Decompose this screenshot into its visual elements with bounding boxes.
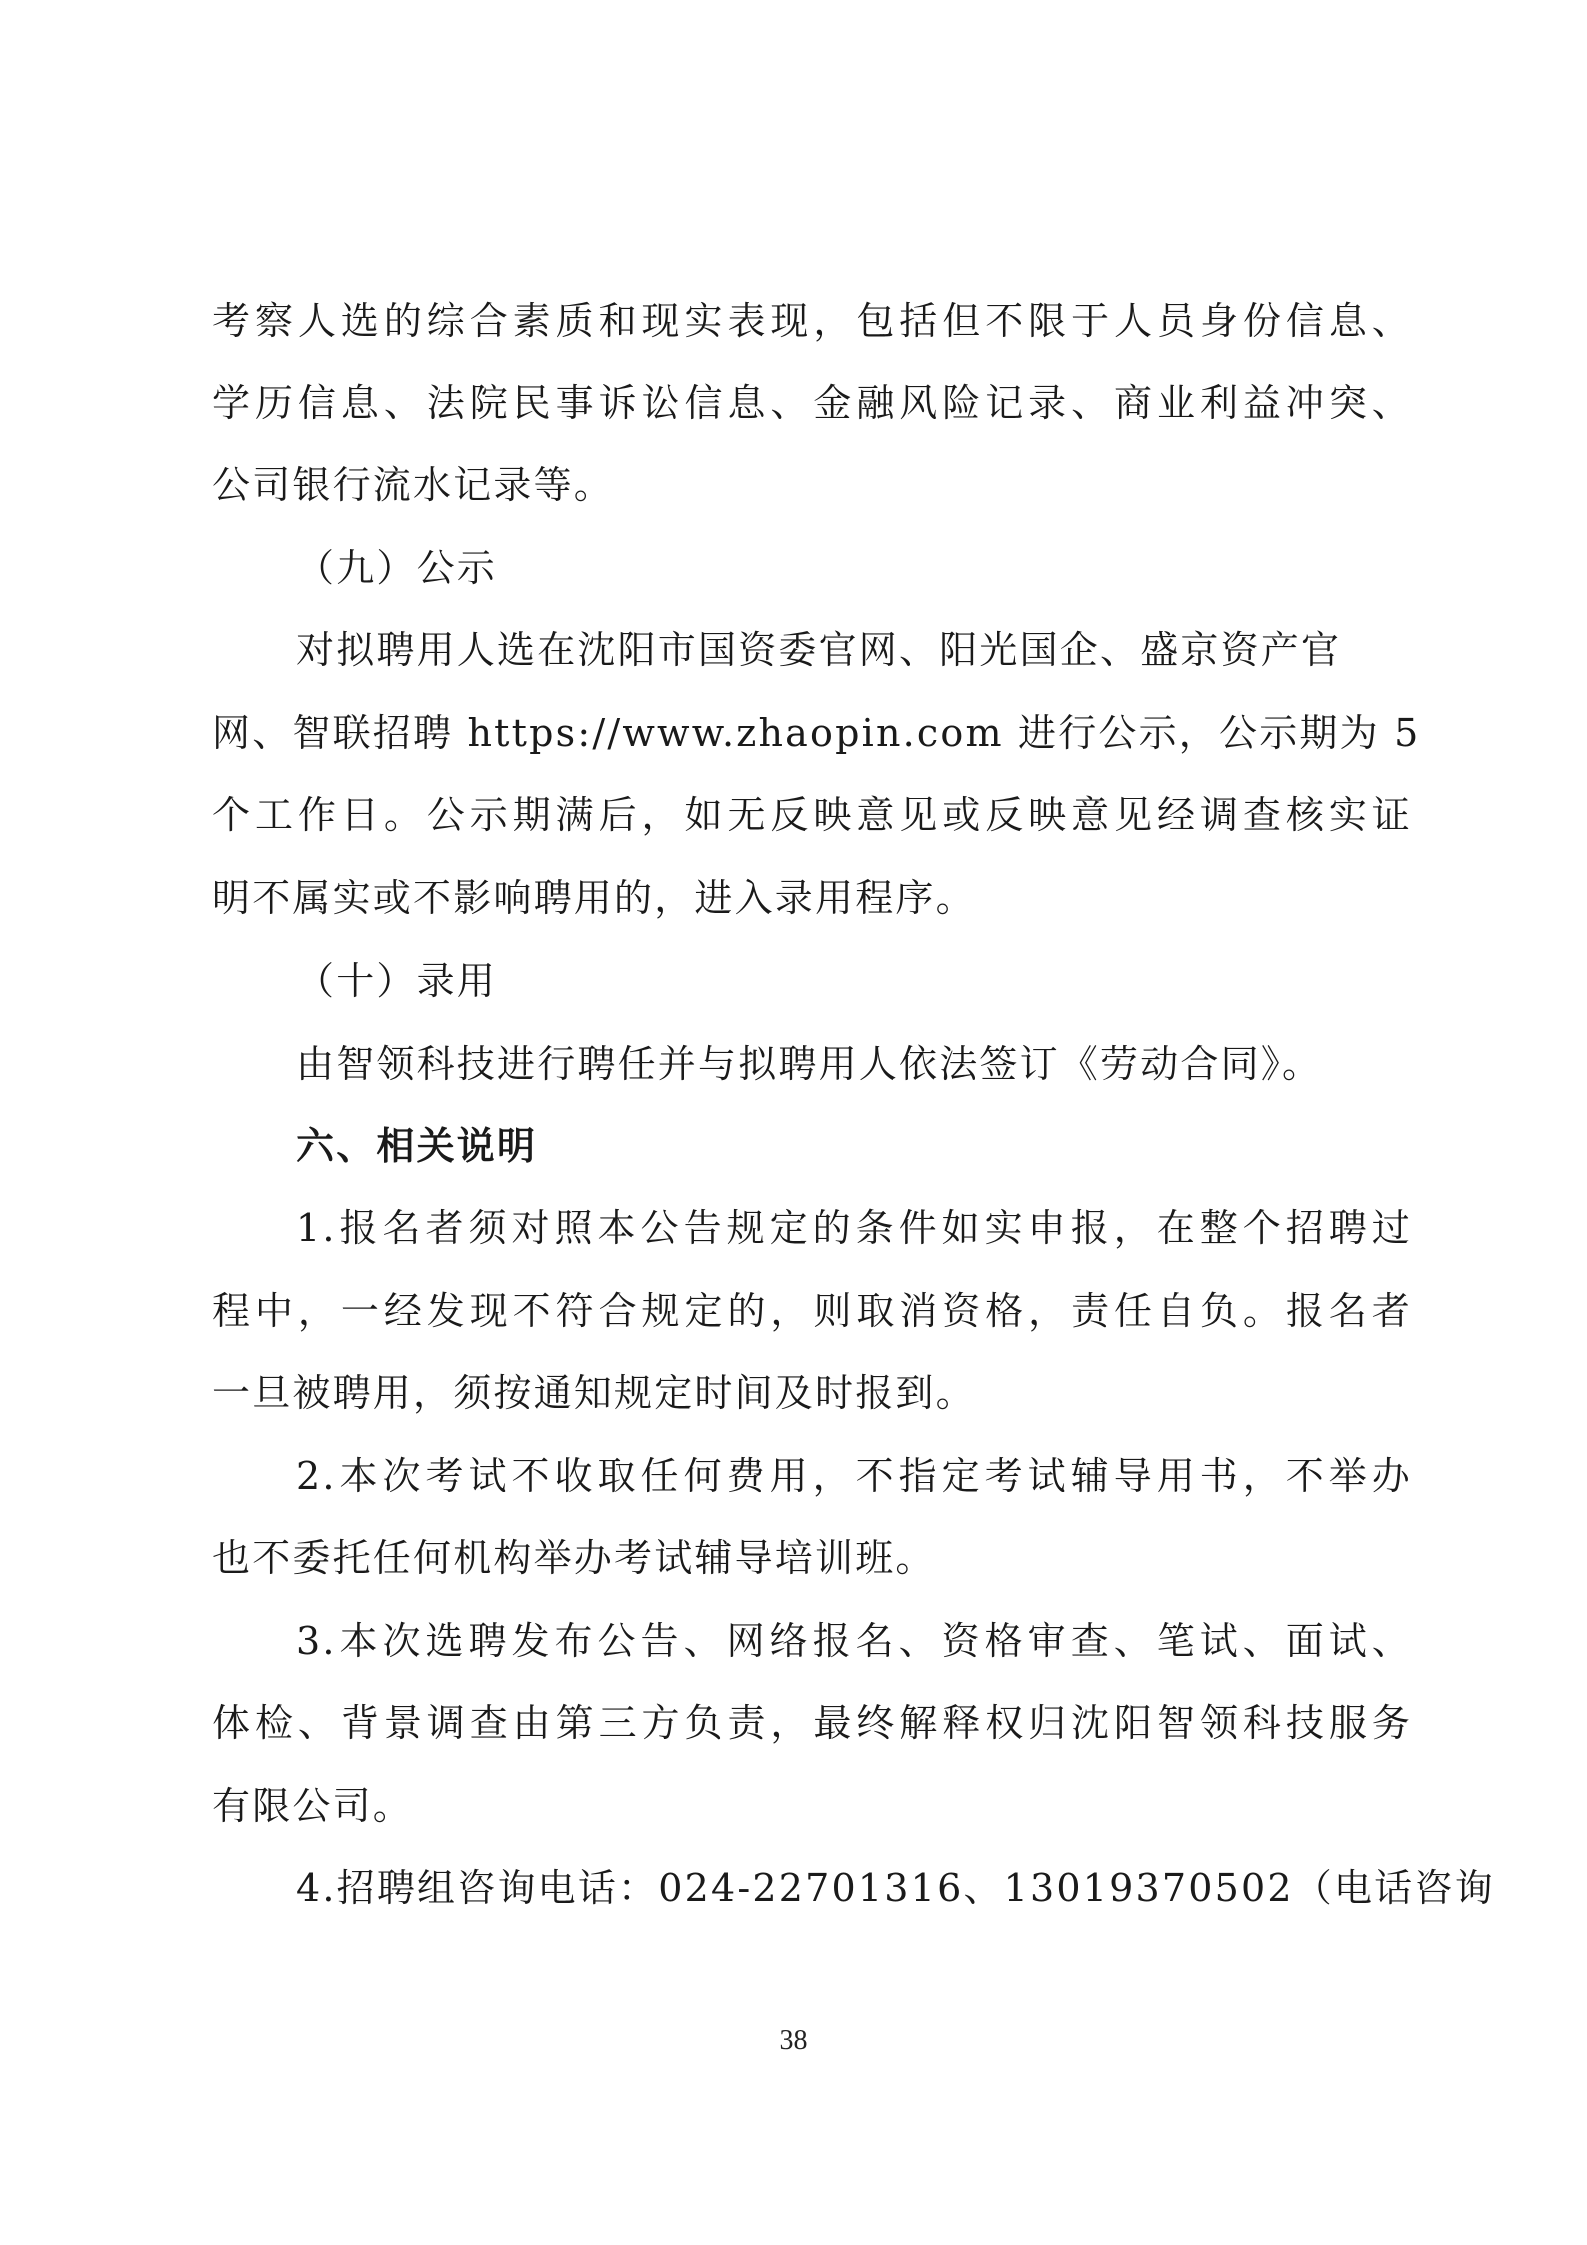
text-line-12: 1.报名者须对照本公告规定的条件如实申报，在整个招聘过 [296, 1206, 1412, 1250]
section-heading-publicity: （九）公示 [296, 546, 498, 590]
text-line-5: 对拟聘用人选在沈阳市国资委官网、阳光国企、盛京资产官 [296, 628, 1342, 672]
text-line-16: 也不委托任何机构举办考试辅导培训班。 [212, 1536, 936, 1580]
text-line-6: 网、智联招聘 https://www.zhaopin.com 进行公示，公示期为 5 [212, 711, 1421, 755]
text-line-3: 公司银行流水记录等。 [212, 463, 615, 507]
page-number: 38 [779, 2025, 808, 2056]
text-line-1: 考察人选的综合素质和现实表现，包括但不限于人员身份信息、 [212, 299, 1412, 343]
text-line-10: 由智领科技进行聘任并与拟聘用人依法签订《劳动合同》。 [296, 1042, 1323, 1086]
text-line-18: 体检、背景调查由第三方负责，最终解释权归沈阳智领科技服务 [212, 1701, 1412, 1745]
text-line-8: 明不属实或不影响聘用的，进入录用程序。 [212, 876, 976, 920]
text-line-19: 有限公司。 [212, 1784, 414, 1828]
text-line-20: 4.招聘组咨询电话：024-22701316、13019370502（电话咨询 [296, 1866, 1495, 1910]
text-line-2: 学历信息、法院民事诉讼信息、金融风险记录、商业利益冲突、 [212, 381, 1412, 425]
text-line-7: 个工作日。公示期满后，如无反映意见或反映意见经调查核实证 [212, 793, 1412, 837]
text-line-14: 一旦被聘用，须按通知规定时间及时报到。 [212, 1371, 976, 1415]
text-line-13: 程中，一经发现不符合规定的，则取消资格，责任自负。报名者 [212, 1289, 1412, 1333]
text-line-17: 3.本次选聘发布公告、网络报名、资格审查、笔试、面试、 [296, 1619, 1412, 1663]
section-heading-notes: 六、相关说明 [296, 1124, 538, 1168]
text-line-15: 2.本次考试不收取任何费用，不指定考试辅导用书，不举办 [296, 1454, 1412, 1498]
section-heading-employment: （十）录用 [296, 959, 498, 1003]
